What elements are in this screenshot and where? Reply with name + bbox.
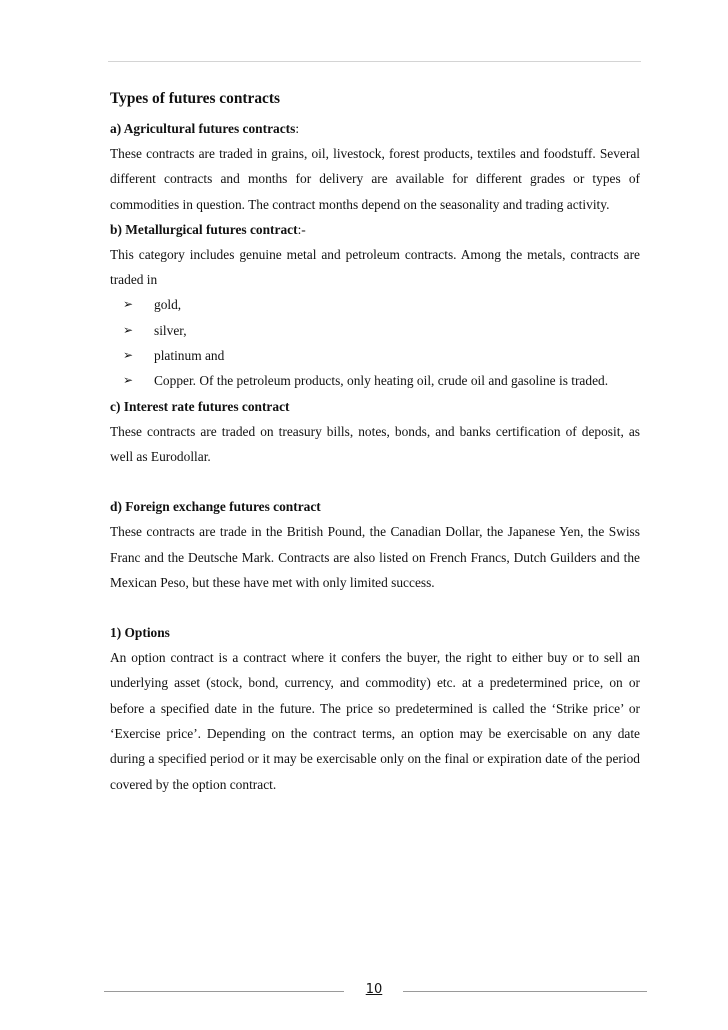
footer-divider-left (104, 991, 344, 992)
list-item (123, 343, 640, 368)
metallurgical-heading-suffix: :- (297, 221, 306, 237)
page-title: Types of futures contracts (110, 90, 280, 107)
metallurgical-heading (110, 217, 640, 242)
interest-rate-paragraph: These contracts are traded on treasury bills, notes, bonds, and banks certification of deposit, as well as Eurodollar. (110, 423, 640, 464)
page-content (110, 88, 640, 797)
metallurgical-paragraph: This category includes genuine metal and petroleum contracts. Among the metals, contracts are traded in (110, 246, 640, 288)
arrowhead-bullet-icon: ➢ (123, 297, 134, 312)
foreign-exchange-paragraph: These contracts are trade in the British Pound, the Canadian Dollar, the Japanese Yen, the Swiss Franc and the Deutsche Mark. Contracts are also listed on French Francs, Dutch Guilders and the Mexican Peso, but these have met with only limited success. (110, 524, 640, 590)
metallurgical-heading-text: b) Metallurgical futures contract (110, 221, 298, 237)
interest-rate-heading: c) Interest rate futures contract (110, 398, 290, 414)
agricultural-heading-suffix: : (295, 121, 300, 136)
header-divider (108, 61, 641, 62)
list-item-text: Copper. Of the petroleum products, only heating oil, crude oil and gasoline is traded. (154, 373, 609, 389)
agricultural-paragraph: These contracts are traded in grains, oil, livestock, forest products, textiles and foodstuff. Several different contracts and months for delivery are available for different grades or types of commodities in question. The contract months depend on the seasonality and trading activity. (110, 146, 640, 212)
metals-list (110, 292, 640, 393)
list-item-text: platinum and (154, 348, 225, 364)
paragraph-spacer (110, 469, 640, 494)
arrowhead-bullet-icon: ➢ (123, 348, 134, 363)
options-heading: 1) Options (110, 625, 170, 641)
list-item (123, 292, 640, 317)
foreign-exchange-heading: d) Foreign exchange futures contract (110, 499, 321, 515)
list-item-text: silver, (154, 322, 187, 338)
arrowhead-bullet-icon: ➢ (123, 322, 134, 337)
list-item-text: gold, (154, 297, 182, 313)
list-item (123, 318, 640, 343)
agricultural-heading (110, 116, 640, 141)
agricultural-heading-text: a) Agricultural futures contracts (110, 121, 296, 136)
options-paragraph: An option contract is a contract where it confers the buyer, the right to either buy or to sell an underlying asset (stock, bond, currency, and commodity) etc. at a predetermined price, on or before a specified date in the future. The price so predetermined is called the ‘Strike price’ or ‘Exercise price’. Depending on the contract terms, an option may be exercisable on any date during a specified period or it may be exercisable only on the final or expiration date of the period covered by the option contract. (110, 650, 640, 792)
paragraph-spacer (110, 595, 640, 620)
footer-divider-right (403, 991, 647, 992)
arrowhead-bullet-icon: ➢ (123, 373, 134, 388)
page-number: 10 (365, 982, 383, 997)
list-item (123, 368, 640, 393)
